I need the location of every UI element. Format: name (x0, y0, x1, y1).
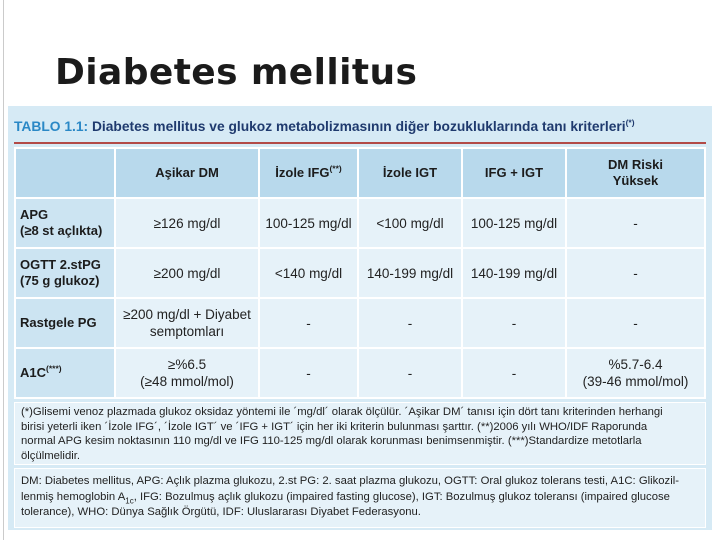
table-cell (359, 249, 461, 297)
cell-line: - (306, 365, 311, 381)
table-cell (567, 249, 704, 297)
subscript-text: 1c (125, 495, 134, 505)
table-cell (359, 299, 461, 347)
table-cell (567, 349, 704, 397)
cell-line: - (407, 365, 413, 381)
cell-line: (39-46 mmol/mol) (582, 374, 689, 389)
column-header-dm-riski-yuksek (567, 149, 704, 197)
table-number: TABLO 1.1: (14, 119, 89, 134)
column-header-label: IFG + IGT (484, 165, 544, 180)
column-header-label (275, 165, 341, 181)
cell-line: 140-199 mg/dl (470, 265, 558, 281)
table-cell (463, 299, 565, 347)
row-header-line (20, 365, 62, 381)
row-header-line: Rastgele PG (20, 315, 97, 330)
cell-line: - (306, 315, 311, 331)
row-header-line: APG (20, 207, 49, 222)
footnote-marker: (*) (625, 117, 635, 128)
row-header-line: OGTT 2.stPG (20, 257, 101, 272)
table-cell (260, 299, 357, 347)
table-cell (116, 349, 258, 397)
abbreviation-line: DM: Diabetes mellitus, APG: Açlık plazma glukozu, 2.st PG: 2. saat plazma glukozu, OGTT: Oral glukoz tolerans testi, A1C: Glikozil- (21, 475, 679, 487)
column-header-label: Aşikar DM (155, 165, 219, 180)
cell-line: ≥126 mg/dl (153, 215, 221, 231)
footnote-line: ölçülmelidir. (21, 449, 81, 462)
footnote-marker: (**) (329, 163, 342, 174)
table-cell (359, 349, 461, 397)
column-header-asikar-dm (116, 149, 258, 197)
cell-line: 140-199 mg/dl (366, 265, 454, 281)
cell-line: 100-125 mg/dl (265, 215, 352, 231)
cell-line: semptomları (149, 324, 225, 339)
row-header-line: (≥8 st açlıkta) (20, 223, 103, 238)
column-header-ifg-igt (463, 149, 565, 197)
footnote-line: normal APG kesim noktasının 110 mg/dl ve IFG 110-125 mg/dl olarak korunması benimsenmiştir. (***)Standardize metotlarla (21, 435, 642, 447)
cell-line: ≥%6.5 (167, 357, 207, 372)
table-cell (463, 349, 565, 397)
cell-line: - (511, 365, 517, 381)
table-corner-cell (16, 149, 114, 197)
abbreviation-line (21, 490, 699, 506)
cell-line: - (407, 315, 413, 331)
column-header-label: DM Riski (608, 157, 663, 172)
cell-line: (≥48 mmol/mol) (140, 374, 234, 389)
row-header-apg (16, 199, 114, 247)
table-cell (116, 199, 258, 247)
table-figure (8, 106, 712, 530)
table-cell (260, 349, 357, 397)
table-cell (116, 249, 258, 297)
cell-line: - (633, 315, 638, 331)
table-caption (14, 118, 635, 136)
table-cell (260, 249, 357, 297)
cell-line: ≥200 mg/dl + Diyabet (123, 307, 251, 322)
footnote-line: (*)Glisemi venoz plazmada glukoz oksidaz yöntemi ile ´mg/dl´ olarak ölçülür. ´Aşikar DM´ tanısı için dört tanı kriterinden herhangi (21, 406, 663, 418)
column-header-label: İzole IGT (382, 165, 438, 180)
row-header-text: A1C (20, 365, 47, 380)
table-cell (567, 299, 704, 347)
abbreviations-box (14, 468, 706, 528)
cell-line: - (633, 265, 638, 281)
table-cell (116, 299, 258, 347)
footnote-marker: (***) (46, 363, 62, 374)
table-cell (359, 199, 461, 247)
row-header-rastgele-pg (16, 299, 114, 347)
abbreviation-text: lenmiş hemoglobin A (21, 490, 126, 503)
row-header-line: (75 g glukoz) (20, 273, 100, 288)
row-header-ogtt (16, 249, 114, 297)
abbreviation-line: tolerance), WHO: Dünya Sağlık Örgütü, IDF: Uluslararası Diyabet Federasyonu. (21, 506, 421, 518)
cell-line: <140 mg/dl (274, 265, 343, 281)
table-cell (567, 199, 704, 247)
column-header-izole-ifg (260, 149, 357, 197)
table-cell (260, 199, 357, 247)
cell-line: ≥200 mg/dl (153, 265, 221, 281)
cell-line: - (511, 315, 517, 331)
caption-divider (14, 142, 706, 144)
cell-line: <100 mg/dl (376, 215, 444, 231)
cell-line: - (633, 215, 638, 231)
footnote-line: birisi yeterli iken ´İzole IFG´, ´İzole IGT´ ve ´IFG + IGT´ için her iki kriterin bulunması şarttır. (**)2006 yılı WHO/IDF Raporunda (21, 420, 648, 433)
table-cell (463, 249, 565, 297)
table-footnotes (14, 402, 706, 465)
table-caption-text: Diabetes mellitus ve glukoz metabolizmasının diğer bozukluklarında tanı kriterleri (91, 119, 626, 134)
row-header-a1c (16, 349, 114, 397)
column-header-label: Yüksek (612, 173, 659, 188)
left-border-rule (3, 0, 4, 540)
column-header-izole-igt (359, 149, 461, 197)
slide-title: Diabetes mellitus (55, 52, 418, 93)
table-cell (463, 199, 565, 247)
cell-line: %5.7-6.4 (608, 357, 663, 372)
column-header-text: İzole IFG (275, 165, 330, 180)
cell-line: 100-125 mg/dl (470, 215, 558, 231)
abbreviation-text: , IFG: Bozulmuş açlık glukozu (impaired fasting glucose), IGT: Bozulmuş glukoz toleransı (impaired glucose (133, 490, 670, 503)
criteria-table (14, 147, 706, 399)
